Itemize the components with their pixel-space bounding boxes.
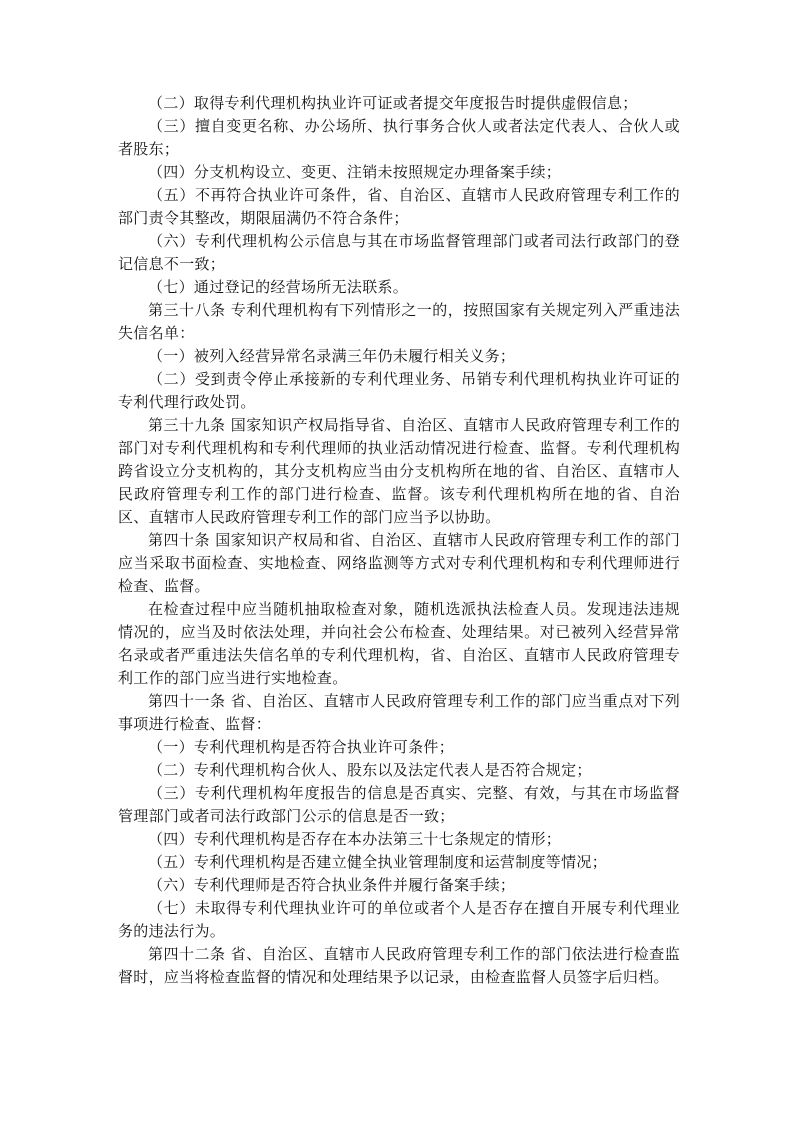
article-41-item-5: （五）专利代理机构是否建立健全执业管理制度和运营制度等情况； (148, 853, 608, 871)
document-page (118, 92, 680, 989)
paragraph-item-6-info-mismatch: （六）专利代理机构公示信息与其在市场监督管理部门或者司法行政部门的登记信息不一致； (118, 232, 680, 273)
article-41-item-3: （三）专利代理机构年度报告的信息是否真实、完整、有效，与其在市场监督管理部门或者司法行政部门公示的信息是否一致； (118, 784, 680, 825)
article-38-item-1: （一）被列入经营异常名录满三年仍未履行相关义务； (148, 347, 516, 365)
article-41-item-1: （一）专利代理机构是否符合执业许可条件； (148, 738, 455, 756)
article-41: 第四十一条 省、自治区、直辖市人民政府管理专利工作的部门应当重点对下列事项进行检查、监督： (118, 692, 680, 733)
article-38-item-2: （二）受到责令停止承接新的专利代理业务、吊销专利代理机构执业许可证的专利代理行政处罚。 (118, 370, 680, 411)
article-41-item-6: （六）专利代理师是否符合执业条件并履行备案手续； (148, 876, 516, 894)
article-42: 第四十二条 省、自治区、直辖市人民政府管理专利工作的部门依法进行检查监督时，应当将检查监督的情况和处理结果予以记录，由检查监督人员签字后归档。 (118, 945, 680, 986)
article-41-item-7: （七）未取得专利代理执业许可的单位或者个人是否存在擅自开展专利代理业务的违法行为。 (118, 899, 680, 940)
paragraph-item-3-unauthorized-change: （三）擅自变更名称、办公场所、执行事务合伙人或者法定代表人、合伙人或者股东； (118, 117, 680, 158)
article-38: 第三十八条 专利代理机构有下列情形之一的，按照国家有关规定列入严重违法失信名单： (118, 301, 680, 342)
paragraph-item-2-false-info: （二）取得专利代理机构执业许可证或者提交年度报告时提供虚假信息； (148, 94, 638, 112)
paragraph-item-7-unreachable: （七）通过登记的经营场所无法联系。 (148, 278, 409, 296)
article-40: 第四十条 国家知识产权局和省、自治区、直辖市人民政府管理专利工作的部门应当采取书面检查、实地检查、网络监测等方式对专利代理机构和专利代理师进行检查、监督。 (118, 531, 680, 595)
paragraph-item-5-license-conditions: （五）不再符合执业许可条件，省、自治区、直辖市人民政府管理专利工作的部门责令其整改，期限届满仍不符合条件； (118, 186, 680, 227)
article-40-inspection-process: 在检查过程中应当随机抽取检查对象，随机选派执法检查人员。发现违法违规情况的，应当及时依法处理，并向社会公布检查、处理结果。对已被列入经营异常名录或者严重违法失信名单的专利代理机构，省、自治区、直辖市人民政府管理专利工作的部门应当进行实地检查。 (118, 600, 680, 687)
article-41-item-4: （四）专利代理机构是否存在本办法第三十七条规定的情形； (148, 830, 562, 848)
article-39: 第三十九条 国家知识产权局指导省、自治区、直辖市人民政府管理专利工作的部门对专利代理机构和专利代理师的执业活动情况进行检查、监督。专利代理机构跨省设立分支机构的，其分支机构应当由分支机构所在地的省、自治区、直辖市人民政府管理专利工作的部门进行检查、监督。该专利代理机构所在地的省、自治区、直辖市人民政府管理专利工作的部门应当予以协助。 (118, 416, 680, 526)
paragraph-item-4-branch-filing: （四）分支机构设立、变更、注销未按照规定办理备案手续； (148, 163, 562, 181)
article-41-item-2: （二）专利代理机构合伙人、股东以及法定代表人是否符合规定； (148, 761, 592, 779)
